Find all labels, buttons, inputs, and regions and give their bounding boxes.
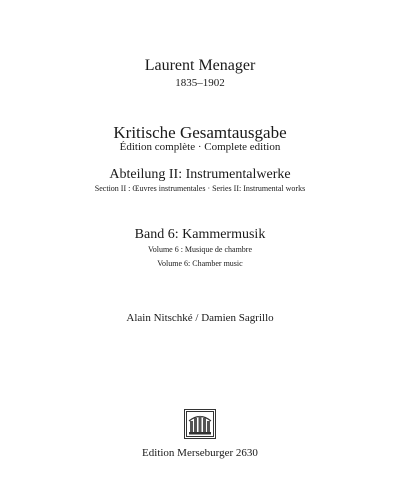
composer-dates: 1835–1902 <box>175 77 225 89</box>
volume-subtitle-fr: Volume 6 : Musique de chambre <box>147 245 253 254</box>
volume-title: Band 6: Kammermusik <box>134 227 266 242</box>
edition-subtitle: Édition complète · Complete edition <box>119 141 281 153</box>
editors: Alain Nitschké / Damien Sagrillo <box>126 312 274 324</box>
publisher-name: Edition Merseburger 2630 <box>142 447 258 459</box>
volume-subtitle-en: Volume 6: Chamber music <box>157 259 243 268</box>
section-title: Abteilung II: Instrumentalwerke <box>109 167 291 182</box>
organ-pipes-logo-icon <box>184 409 216 439</box>
edition-title: Kritische Gesamtausgabe <box>113 123 287 142</box>
composer-name: Laurent Menager <box>144 57 256 74</box>
section-subtitle: Section II : Œuvres instrumentales · Series II: Instrumental works <box>94 184 306 193</box>
